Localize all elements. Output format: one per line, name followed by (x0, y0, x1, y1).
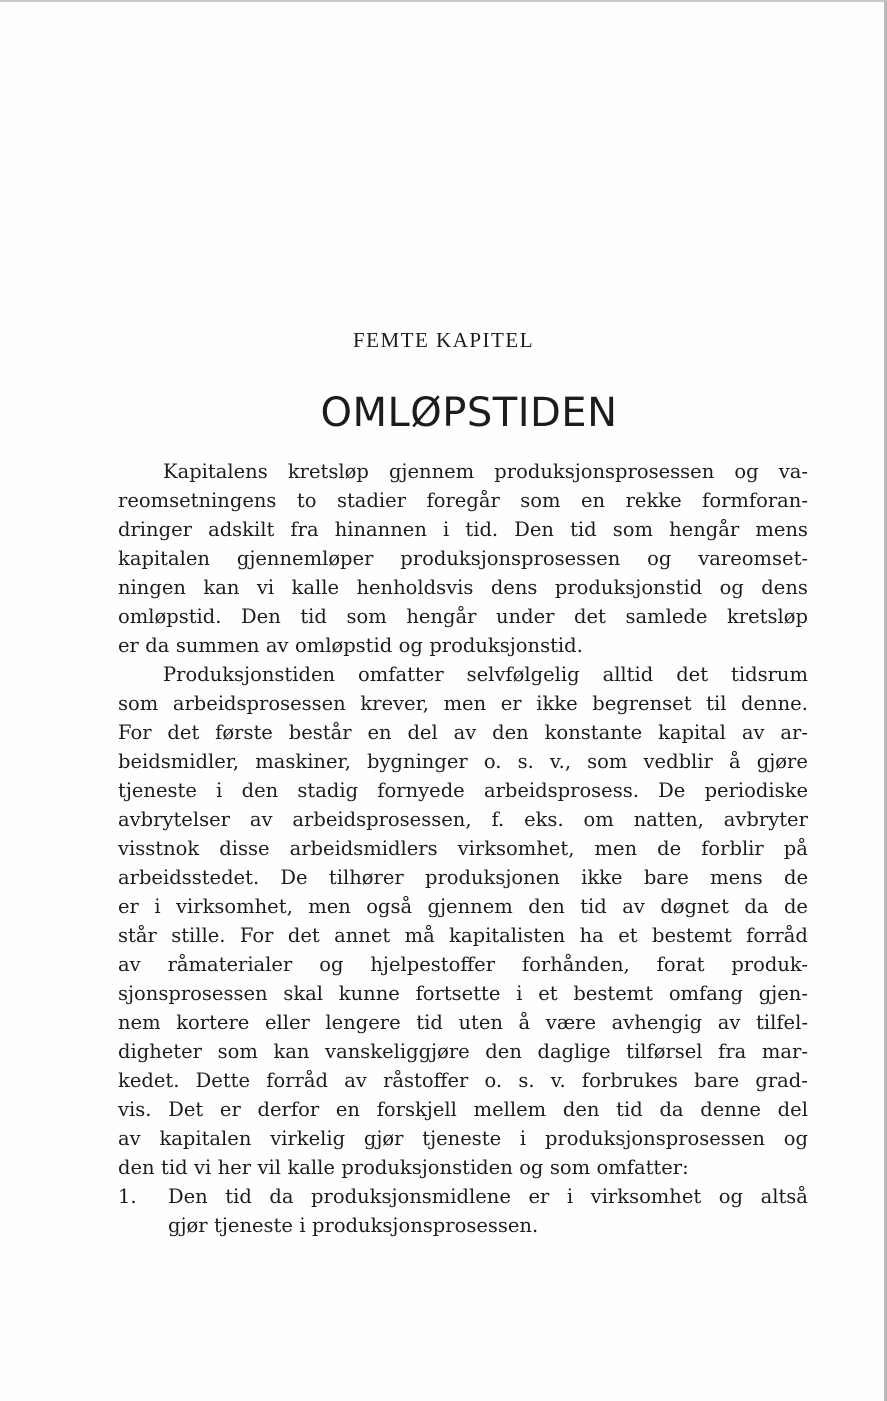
paragraph-2-line: visstnok disse arbeidsmidlers virksomhet, men de forblir på (118, 837, 808, 860)
paragraph-2-line: nem kortere eller lengere tid uten å være avhengig av tilfel- (118, 1011, 808, 1034)
paragraph-1-line: er da summen av omløpstid og produksjonstid. (118, 634, 583, 657)
paragraph-2-line: av kapitalen virkelig gjør tjeneste i produksjonsprosessen og (118, 1127, 808, 1150)
paragraph-1-line: ningen kan vi kalle henholdsvis dens produksjonstid og dens (118, 576, 808, 599)
chapter-label: FEMTE KAPITEL (352, 328, 535, 352)
paragraph-2-line: den tid vi her vil kalle produksjonstiden og som omfatter: (118, 1156, 689, 1179)
paragraph-2-line: tjeneste i den stadig fornyede arbeidsprosess. De periodiske (118, 779, 808, 802)
list-item-1 (118, 1182, 808, 1211)
paragraph-2-line: vis. Det er derfor en forskjell mellem den tid da denne del (118, 1098, 808, 1121)
paragraph-2-line: beidsmidler, maskiner, bygninger o. s. v., som vedblir å gjøre (118, 750, 808, 773)
paragraph-2-line: står stille. For det annet må kapitalisten ha et bestemt forråd (118, 924, 808, 947)
paragraph-2-line: For det første består en del av den konstante kapital av ar- (118, 721, 808, 744)
paragraph-2-line: avbrytelser av arbeidsprosessen, f. eks. om natten, avbryter (118, 808, 808, 831)
paragraph-2-line: arbeidsstedet. De tilhører produksjonen ikke bare mens de (118, 866, 808, 889)
paragraph-1-line: omløpstid. Den tid som hengår under det samlede kretsløp (118, 605, 808, 628)
paragraph-1 (118, 457, 808, 660)
list-number: 1. (118, 1185, 137, 1208)
paragraph-2 (118, 660, 808, 1182)
paragraph-2-line: av råmaterialer og hjelpestoffer forhånden, forat produk- (118, 953, 808, 976)
paragraph-2-line: som arbeidsprosessen krever, men er ikke begrenset til denne. (118, 692, 808, 715)
paragraph-2-line: Produksjonstiden omfatter selvfølgelig alltid det tidsrum (163, 663, 808, 686)
body-text (118, 457, 808, 1240)
paragraph-1-line: Kapitalens kretsløp gjennem produksjonsprosessen og va- (163, 460, 808, 483)
list-line-2: gjør tjeneste i produksjonsprosessen. (168, 1214, 539, 1237)
paragraph-2-line: kedet. Dette forråd av råstoffer o. s. v. forbrukes bare grad- (118, 1069, 808, 1092)
paragraph-2-line: sjonsprosessen skal kunne fortsette i et bestemt omfang gjen- (118, 982, 808, 1005)
list-line-1: Den tid da produksjonsmidlene er i virksomhet og altså (168, 1185, 808, 1208)
chapter-title: OMLØPSTIDEN (320, 390, 618, 436)
paragraph-1-line: kapitalen gjennemløper produksjonsprosessen og vareomset- (118, 547, 808, 570)
paragraph-1-line: reomsetningens to stadier foregår som en rekke formforan- (118, 489, 808, 512)
paragraph-2-line: er i virksomhet, men også gjennem den tid av døgnet da de (118, 895, 808, 918)
paragraph-2-line: digheter som kan vanskeliggjøre den daglige tilførsel fra mar- (118, 1040, 808, 1063)
paragraph-1-line: dringer adskilt fra hinannen i tid. Den tid som hengår mens (118, 518, 808, 541)
